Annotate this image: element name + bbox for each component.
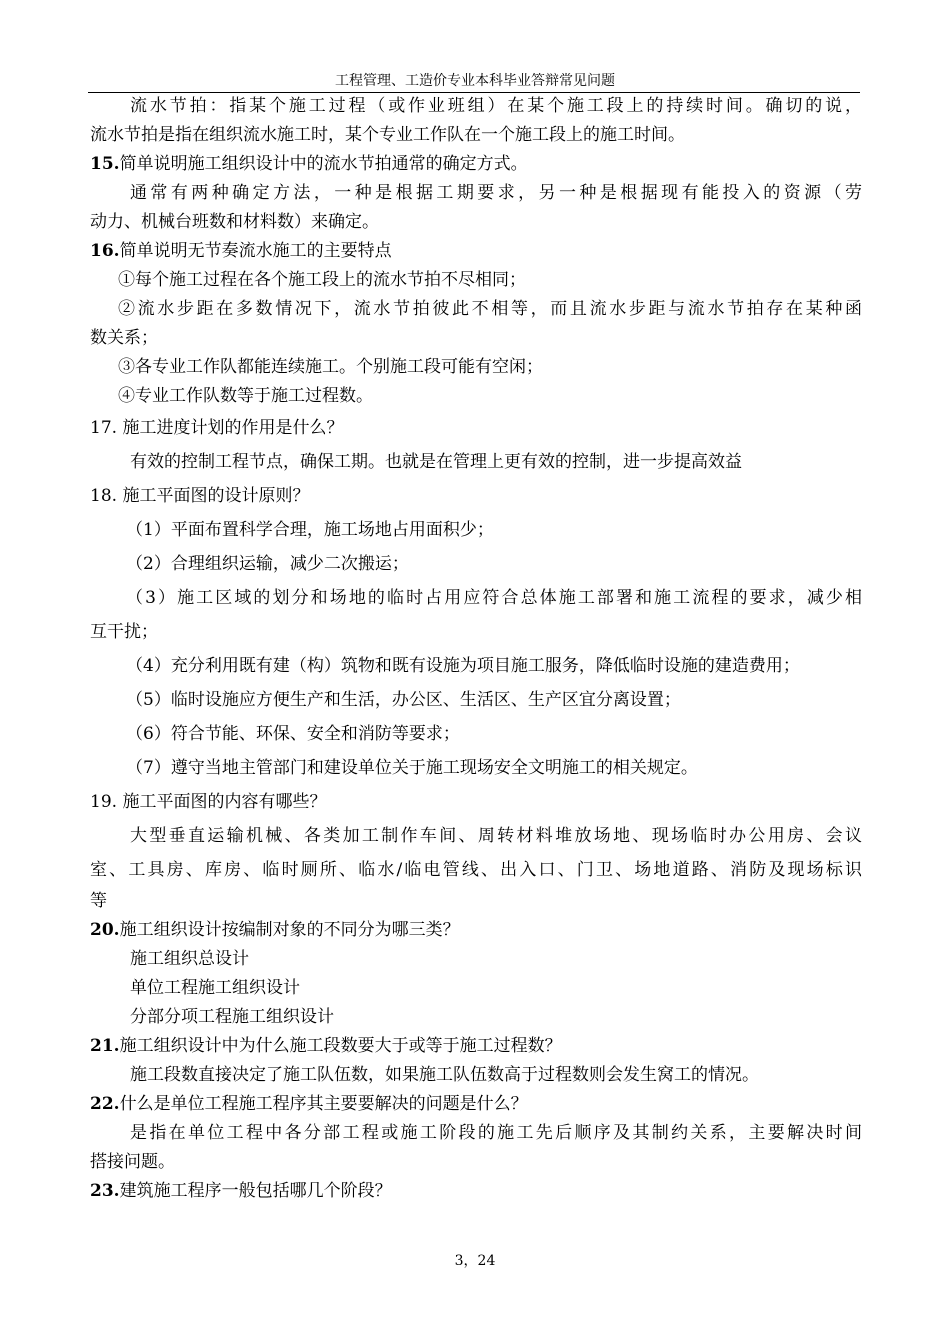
question-text: 建筑施工程序一般包括哪几个阶段？ <box>119 1181 392 1201</box>
question-19: 19. 施工平面图的内容有哪些？ <box>90 792 327 812</box>
question-23 <box>90 1177 862 1206</box>
question-number: 21. <box>90 1036 120 1056</box>
question-number: 20. <box>90 920 120 940</box>
question-17: 17. 施工进度计划的作用是什么？ <box>90 418 344 438</box>
intro-line: 流水节拍是指在组织流水施工时，某个专业工作队在一个施工段上的施工时间。 <box>90 125 685 145</box>
question-text: 施工组织设计中为什么施工段数要大于或等于施工过程数？ <box>119 1036 562 1056</box>
list-item: 互干扰； <box>90 622 158 642</box>
answer-line: 等 <box>90 891 107 911</box>
question-number: 22. <box>90 1094 120 1114</box>
answer-line: 通常有两种确定方法，一种是根据工期要求，另一种是根据现有能投入的资源（劳 <box>130 183 862 203</box>
list-item: ①每个施工过程在各个施工段上的流水节拍不尽相同； <box>118 270 526 290</box>
list-item: 分部分项工程施工组织设计 <box>130 1007 334 1027</box>
list-item: 数关系； <box>90 328 158 348</box>
list-item: （3）施工区域的划分和场地的临时占用应符合总体施工部署和施工流程的要求，减少相 <box>126 588 862 608</box>
question-20 <box>90 916 862 945</box>
list-item: （6）符合节能、环保、安全和消防等要求； <box>126 724 460 744</box>
list-item: ②流水步距在多数情况下，流水节拍彼此不相等，而且流水步距与流水节拍存在某种函 <box>118 299 862 319</box>
answer-line: 搭接问题。 <box>90 1152 175 1172</box>
list-item: （7）遵守当地主管部门和建设单位关于施工现场安全文明施工的相关规定。 <box>126 758 698 778</box>
answer-line: 是指在单位工程中各分部工程或施工阶段的施工先后顺序及其制约关系，主要解决时间 <box>130 1123 862 1143</box>
question-text: 什么是单位工程施工程序其主要要解决的问题是什么？ <box>119 1094 528 1114</box>
question-21 <box>90 1032 862 1061</box>
answer-line: 室、工具房、库房、临时厕所、临水/临电管线、出入口、门卫、场地道路、消防及现场标识 <box>90 860 862 880</box>
question-number: 16. <box>90 241 120 261</box>
question-text: 简单说明无节奏流水施工的主要特点 <box>119 241 392 261</box>
question-16 <box>90 237 862 266</box>
list-item: （5）临时设施应方便生产和生活，办公区、生活区、生产区宜分离设置； <box>126 690 681 710</box>
list-item: ③各专业工作队都能连续施工。个别施工段可能有空闲； <box>118 357 543 377</box>
question-text: 简单说明施工组织设计中的流水节拍通常的确定方式。 <box>119 154 528 174</box>
answer-line: 大型垂直运输机械、各类加工制作车间、周转材料堆放场地、现场临时办公用房、会议 <box>130 826 862 846</box>
question-number: 23. <box>90 1181 120 1201</box>
question-15 <box>90 150 862 179</box>
document-body <box>90 92 862 1206</box>
list-item: 施工组织总设计 <box>130 949 249 969</box>
page-number: 3，24 <box>454 1253 496 1269</box>
list-item: （1）平面布置科学合理，施工场地占用面积少； <box>126 520 494 540</box>
list-item: ④专业工作队数等于施工过程数。 <box>118 386 373 406</box>
intro-line: 流水节拍：指某个施工过程（或作业班组）在某个施工段上的持续时间。确切的说， <box>130 96 862 116</box>
question-number: 15. <box>90 154 120 174</box>
question-text: 施工组织设计按编制对象的不同分为哪三类？ <box>119 920 460 940</box>
list-item: 单位工程施工组织设计 <box>130 978 300 998</box>
answer-line: 施工段数直接决定了施工队伍数，如果施工队伍数高于过程数则会发生窝工的情况。 <box>130 1065 759 1085</box>
question-18: 18. 施工平面图的设计原则？ <box>90 486 310 506</box>
page-header: 工程管理、工造价专业本科毕业答辩常见问题 <box>335 73 615 89</box>
answer-line: 有效的控制工程节点，确保工期。也就是在管理上更有效的控制，进一步提高效益 <box>130 452 742 472</box>
list-item: （2）合理组织运输，减少二次搬运； <box>126 554 409 574</box>
list-item: （4）充分利用既有建（构）筑物和既有设施为项目施工服务，降低临时设施的建造费用； <box>126 656 800 676</box>
question-22 <box>90 1090 862 1119</box>
answer-line: 动力、机械台班数和材料数）来确定。 <box>90 212 379 232</box>
